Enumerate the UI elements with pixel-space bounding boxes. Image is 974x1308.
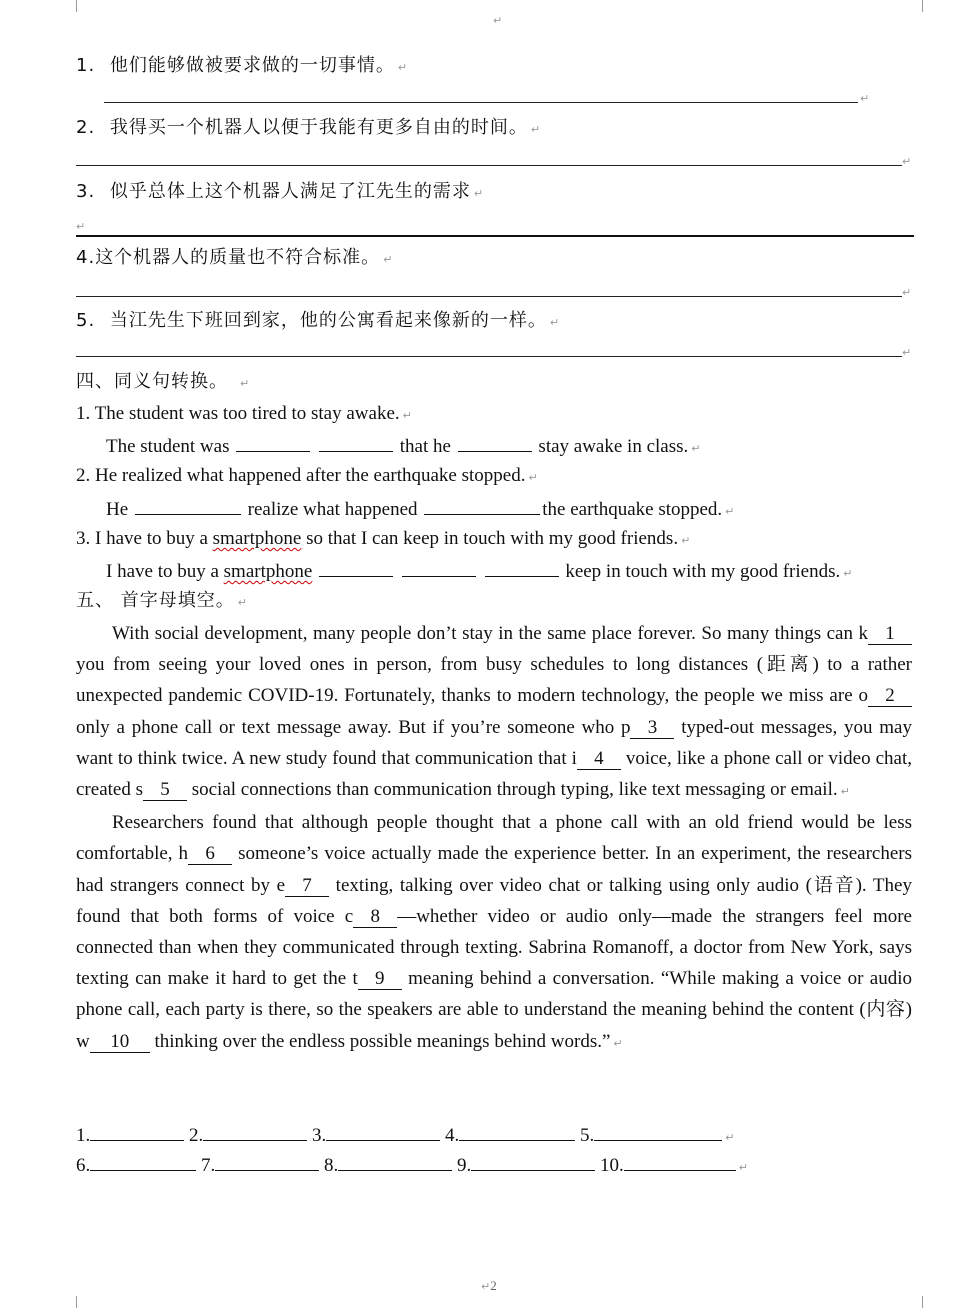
header-paragraph-mark: ↵: [493, 14, 503, 27]
answer-line-3[interactable]: [76, 235, 914, 237]
section5-title: 五、 首字母填空。 ↵: [76, 590, 248, 611]
passage-paragraph-2: Researchers found that although people thought that a phone call with an old friend would be less comfortable, h 6 someone’s voice actually made the experience better. In an experiment, the researchers had strangers connect by e 7 texting, talking over video chat or talking using only audio (语音). They found that both forms of voice c 8 —whether video or audio only—made the strangers feel more connected than when they communicated through texting. Sabrina Romanoff, a doctor from New York, says texting can make it hard to get the t 9 meaning behind a conversation. “While making a voice or audio phone call, each party is there, so the speakers are able to understand the meaning behind the content (内容) w 10 thinking over the endless possible meanings behind words.” ↵: [76, 812, 912, 1052]
item-number: 3.: [76, 181, 96, 202]
section4-item-1-rewrite: The student was that he stay awake in class. ↵: [106, 433, 700, 461]
page-number: ↵2: [481, 1278, 497, 1293]
blank-input[interactable]: [319, 433, 393, 452]
answer-row-2: 6. 7. 8. 9. 10. ↵: [76, 1152, 748, 1177]
crop-mark-bottom-right: [912, 1296, 923, 1308]
blank-input[interactable]: [236, 433, 310, 452]
cloze-passage: [76, 618, 912, 1059]
cloze-blank-10[interactable]: 10: [90, 1032, 150, 1053]
answer-blank[interactable]: [594, 1122, 722, 1141]
section4-title: 四、同义句转换。 ↵: [76, 371, 251, 392]
answer-line-1[interactable]: [104, 102, 858, 103]
blank-input[interactable]: [402, 558, 476, 577]
item-text: 似乎总体上这个机器人满足了江先生的需求: [109, 181, 471, 202]
section4-item-3-rewrite: I have to buy a smartphone keep in touch with my good friends. ↵: [106, 558, 852, 586]
translation-item-5: 5. 当江先生下班回到家，他的公寓看起来像新的一样。 ↵: [76, 310, 561, 331]
answer-line-4[interactable]: [76, 296, 902, 297]
section4-item-2-rewrite: He realize what happened the earthquake stopped. ↵: [106, 496, 734, 524]
answer-blank[interactable]: [338, 1152, 452, 1171]
blank-input[interactable]: [485, 558, 559, 577]
item-text: 当江先生下班回到家，他的公寓看起来像新的一样。: [109, 310, 547, 331]
crop-mark-top-right: [912, 0, 923, 12]
spellcheck-word: smartphone: [212, 528, 302, 549]
answer-line-2[interactable]: [76, 165, 902, 166]
answer-blank[interactable]: [326, 1122, 440, 1141]
answer-blank[interactable]: [90, 1122, 184, 1141]
item-text: 这个机器人的质量也不符合标准。: [95, 247, 381, 268]
item-number: 5.: [76, 310, 96, 331]
spellcheck-word: smartphone: [223, 561, 313, 582]
cloze-blank-1[interactable]: 1: [868, 624, 912, 645]
section4-item-1-original: 1. The student was too tired to stay awake. ↵: [76, 403, 412, 424]
blank-input[interactable]: [424, 496, 540, 515]
item-text: 我得买一个机器人以便于我能有更多自由的时间。: [109, 117, 528, 138]
answer-line-5[interactable]: [76, 356, 902, 357]
answer-blank[interactable]: [624, 1152, 736, 1171]
translation-item-4: 4.这个机器人的质量也不符合标准。 ↵: [76, 247, 394, 268]
cloze-blank-7[interactable]: 7: [285, 876, 329, 897]
blank-input[interactable]: [135, 496, 241, 515]
blank-input[interactable]: [458, 433, 532, 452]
cloze-blank-2[interactable]: 2: [868, 686, 912, 707]
translation-item-3: 3. 似乎总体上这个机器人满足了江先生的需求 ↵: [76, 181, 485, 202]
item-number: 4.: [76, 247, 96, 268]
cloze-blank-4[interactable]: 4: [577, 749, 621, 770]
item-number: 2.: [76, 117, 96, 138]
item-text: 他们能够做被要求做的一切事情。: [109, 55, 395, 76]
cloze-blank-5[interactable]: 5: [143, 780, 187, 801]
section4-item-2-original: 2. He realized what happened after the earthquake stopped. ↵: [76, 465, 538, 486]
translation-item-1: 1. 他们能够做被要求做的一切事情。 ↵: [76, 55, 409, 76]
answer-blank[interactable]: [459, 1122, 575, 1141]
crop-mark-top-left: [66, 0, 77, 12]
crop-mark-bottom-left: [66, 1296, 77, 1308]
worksheet-page: ↵ 1. 他们能够做被要求做的一切事情。 ↵ ↵ 2. 我得买一个机器人以便于我能有更多自由的时间。 ↵ ↵ 3. 似乎总体上这个机器人满足了江先生的需求 ↵ ↵ 4.这个机器人的质量也不符合标准。 ↵ ↵ 5. 当江先生下班回到家，他的公寓看起来像新的一样。 ↵ ↵ 四、同义句转换。 ↵ 1. The student was too tired to stay awake. ↵ The student was that he stay awake in class. ↵ 2. He realized what happened after the earthquake stopped. ↵ He realize what happened the earthquake stopped. ↵ 3. I have to buy a smartphone so that I can keep in touch with my good friends. ↵ I have to buy a smartphone keep in touch with my good friends. ↵ 五、 首字母填空。 ↵ With social development, many people don’t stay in the same place forever. So many things can k 1 you from seeing your loved ones in person, from busy schedules to long distances (距离) to a rather unexpected pandemic COVID-19. Fortunately, thanks to modern technology, the people we miss are o 2 only a phone call or text message away. But if you’re someone who p 3 typed-out messages, you may want to think twice. A new study found that communication that i 4 voice, like a phone call or video chat, created s 5 social connections than communication through typing, like text messaging or email. ↵ Researchers found that although people thought that a phone call with an old friend would be less comfortable, h 6 someone’s voice actually made the experience better. In an experiment, the researchers had strangers connect by e 7 texting, talking over video chat or talking using only audio (语音). They found that both forms of voice c 8 —whether video or audio only—made the strangers feel more connected than when they communicated through texting. Sabrina Romanoff, a doctor from New York, says texting can make it hard to get the t 9 meaning behind a conversation. “While making a voice or audio phone call, each party is there, so the speakers are able to understand the meaning behind the content (内容) w 10 thinking over the endless possible meanings behind words.” ↵ 1. 2. 3. 4. 5. ↵ 6. 7. 8. 9. 10. ↵ ↵2: [0, 0, 974, 1308]
answer-blank[interactable]: [203, 1122, 307, 1141]
cloze-blank-3[interactable]: 3: [630, 718, 674, 739]
cloze-blank-6[interactable]: 6: [188, 844, 232, 865]
blank-input[interactable]: [319, 558, 393, 577]
cloze-blank-8[interactable]: 8: [353, 907, 397, 928]
translation-item-2: 2. 我得买一个机器人以便于我能有更多自由的时间。 ↵: [76, 117, 542, 138]
section4-item-3-original: 3. I have to buy a smartphone so that I can keep in touch with my good friends. ↵: [76, 528, 691, 549]
answer-blank[interactable]: [215, 1152, 319, 1171]
answer-blank[interactable]: [471, 1152, 595, 1171]
passage-paragraph-1: With social development, many people don’t stay in the same place forever. So many things can k 1 you from seeing your loved ones in person, from busy schedules to long distances (距离) to a rather unexpected pandemic COVID-19. Fortunately, thanks to modern technology, the people we miss are o 2 only a phone call or text message away. But if you’re someone who p 3 typed-out messages, you may want to think twice. A new study found that communication that i 4 voice, like a phone call or video chat, created s 5 social connections than communication through typing, like text messaging or email. ↵: [76, 623, 912, 801]
answer-blank[interactable]: [90, 1152, 196, 1171]
answer-row-1: 1. 2. 3. 4. 5. ↵: [76, 1122, 734, 1147]
cloze-blank-9[interactable]: 9: [358, 969, 402, 990]
item-number: 1.: [76, 55, 96, 76]
